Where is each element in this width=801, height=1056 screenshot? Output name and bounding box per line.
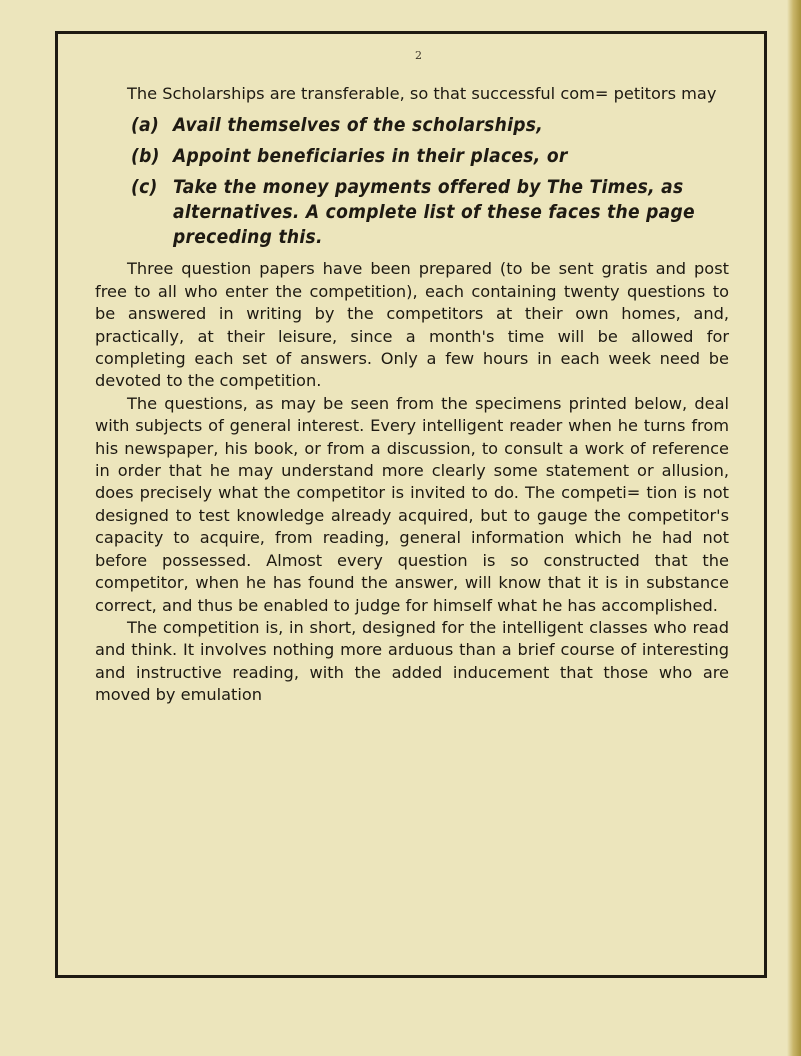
option-marker: (c) (131, 176, 158, 199)
document-body (95, 83, 729, 707)
options-list (95, 113, 729, 250)
option-marker: (b) (131, 145, 160, 168)
option-item-a (131, 113, 729, 138)
option-item-b (131, 144, 729, 169)
page-edge-shadow (787, 0, 801, 1056)
body-paragraph: The competition is, in short, designed for the intelligent classes who read and think. It involves nothing more arduous than a brief course of interesting and instructive reading, with the added inducement that those who are moved by emulation (95, 617, 729, 705)
option-text: Avail themselves of the scholarships, (173, 114, 544, 137)
intro-paragraph: The Scholarships are transferable, so that successful com= petitors may (127, 84, 717, 103)
option-text: Take the money payments offered by The Times, as alternatives. A complete list of these faces the page preceding this. (173, 176, 695, 249)
option-item-c (131, 175, 729, 250)
page-number: 2 (415, 49, 422, 62)
option-text: Appoint beneficiaries in their places, or (173, 145, 568, 168)
option-marker: (a) (131, 114, 160, 137)
body-paragraph: The questions, as may be seen from the specimens printed below, deal with subjects of general interest. Every intelligent reader when he turns from his newspaper, his book, or from a discussion, to consult a work of reference in order that he may understand more clearly some statement or allusion, does precisely what the competitor is invited to do. The competi= tion is not designed to test knowledge already acquired, but to gauge the competitor's capacity to acquire, from reading, general information which he had not before possessed. Almost every question is so constructed that the competitor, when he has found the answer, will know that it is in substance correct, and thus be enabled to judge for himself what he has accomplished. (95, 393, 729, 615)
body-paragraph: Three question papers have been prepared (to be sent gratis and post free to all who enter the competition), each containing twenty questions to be answered in writing by the competitors at their own homes, and, practically, at their leisure, since a month's time will be allowed for completing each set of answers. Only a few hours in each week need be devoted to the competition. (95, 259, 729, 391)
